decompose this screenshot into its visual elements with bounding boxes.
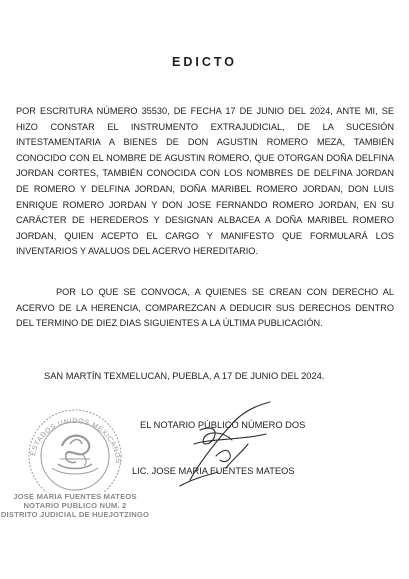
place-and-date: SAN MARTÍN TEXMELUCAN, PUEBLA, A 17 DE JUNIO DEL 2024. [44,371,325,381]
seal-ring-text: ESTADOS UNIDOS MEXICANOS [29,417,122,465]
notary-seal-emblem [22,404,128,492]
notary-signature [170,400,280,490]
document-title: EDICTO [172,55,237,69]
seal-notary-name: JOSE MARIA FUENTES MATEOS [13,492,137,501]
notary-name: LIC. JOSE MARIA FUENTES MATEOS [132,466,295,476]
seal-judicial-district: DISTRITO JUDICIAL DE HUEJOTZINGO [0,510,150,519]
seal-notary-number: NOTARIO PUBLICO NUM. 2 [23,501,127,510]
convocation-paragraph: POR LO QUE SE CONVOCA, A QUIENES SE CREAN CON DERECHO AL ACERVO DE LA HERENCIA, COMPAREZCAN A DEDUCIR SUS DERECHOS DENTRO DEL TERMINO DE DIEZ DIAS SIGUIENTES A LA ÚLTIMA PUBLICACIÓN. [16,287,394,329]
edict-body-paragraph: POR ESCRITURA NÚMERO 35530, DE FECHA 17 DE JUNIO DEL 2024, ANTE MI, SE HIZO CONSTAR EL INSTRUMENTO EXTRAJUDICIAL, DE LA SUCESIÓN INTESTAMENTARIA A BIENES DE DON AGUSTIN ROMERO MEZA, TAMBIÉN CONOCIDO CON EL NOMBRE DE AGUSTIN ROMERO, QUE OTORGAN DOÑA DELFINA JORDAN CORTES, TAMBIÉN CONOCIDA CON LOS NOMBRES DE DELFINA JORDAN DE ROMERO Y DELFINA JORDAN, DOÑA MARIBEL ROMERO JORDAN, DON LUIS ENRIQUE ROMERO JORDAN Y DON JOSE FERNANDO ROMERO JORDAN, EN SU CARÁCTER DE HEREDEROS Y DESIGNAN ALBACEA A DOÑA MARIBEL ROMERO JORDAN, QUIEN ACEPTO EL CARGO Y MANIFESTO QUE FORMULARÁ LOS INVENTARIOS Y AVALUOS DEL ACERVO HEREDITARIO. [16,106,394,257]
notary-title: EL NOTARIO PÚBLICO NÚMERO DOS [140,420,306,430]
